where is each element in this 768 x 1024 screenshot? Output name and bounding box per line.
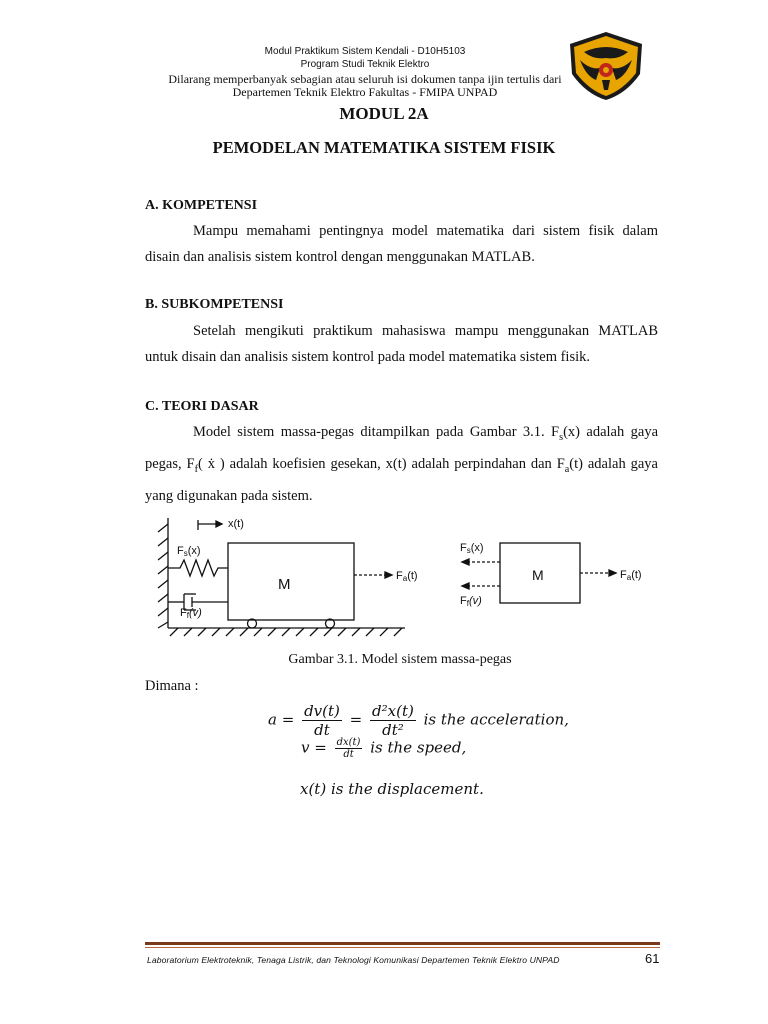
eq2-den: dt — [343, 749, 354, 760]
label-fs-left-f: F — [177, 545, 184, 557]
module-title: MODUL 2A — [339, 104, 429, 123]
header-copyright-line: Dilarang memperbanyak sebagian atau seluruh isi dokumen tanpa ijin tertulis dari — [168, 72, 562, 86]
xt-arrowhead — [216, 521, 222, 527]
label-ff-right-arg: (v) — [468, 595, 482, 607]
c-text-part4: (t) adalah gaya yang digunakan pada sistem. — [145, 455, 658, 504]
eq2-num: dx(t) — [336, 737, 361, 748]
eq1-fraction-1 — [302, 702, 342, 739]
eq2-fraction — [335, 737, 363, 760]
dimana-label: Dimana : — [145, 678, 199, 694]
label-fs-right-f: F — [460, 542, 467, 554]
label-fa-right-sub: a — [626, 573, 632, 582]
label-xt: x(t) — [228, 518, 244, 530]
label-fs-right-arg: (x) — [470, 542, 484, 554]
fa-arrowhead-right — [609, 570, 616, 576]
section-c-heading: C. TEORI DASAR — [145, 399, 259, 414]
label-ff-left-sub: f — [186, 611, 189, 620]
mass-spring-figure — [150, 510, 670, 640]
c-text-sub-a: a — [564, 463, 570, 475]
module-topic: PEMODELAN MATEMATIKA SISTEM FISIK — [212, 138, 556, 157]
mass-block — [228, 543, 354, 620]
label-fa-left — [396, 570, 418, 583]
unpad-logo — [566, 30, 646, 102]
footer-rule-thin — [145, 947, 660, 948]
label-fs-left-sub: s — [183, 549, 188, 558]
section-a-text: Mampu memahami pentingnya model matematika dari sistem fisik dalam disain dan analisis sistem kontrol dengan menggunakan MATLAB. — [145, 223, 658, 265]
fa-arrowhead-left — [385, 572, 392, 578]
eq2-text: is the speed, — [370, 738, 467, 757]
fs-arrowhead — [462, 559, 469, 565]
eq1-den2: dt² — [382, 721, 404, 739]
label-ff-left-f: F — [180, 607, 187, 619]
eq1-fraction-2 — [370, 702, 416, 739]
equation-acceleration — [268, 702, 569, 739]
section-b-paragraph — [145, 318, 658, 370]
wall-hatching — [158, 524, 168, 628]
label-fa-left-sub: a — [402, 574, 408, 583]
label-fs-left — [177, 545, 201, 558]
eq1-a: a = — [268, 710, 295, 729]
header-course-line: Modul Praktikum Sistem Kendali - D10H5103 — [264, 46, 466, 57]
label-fs-right — [460, 542, 484, 555]
label-fa-left-f: F — [396, 570, 403, 582]
section-b-text: Setelah mengikuti praktikum mahasiswa mampu menggunakan MATLAB untuk disain dan analisis sistem kontrol pada model matematika sistem fisik. — [145, 323, 658, 365]
section-a-heading: A. KOMPETENSI — [145, 198, 258, 213]
spring — [168, 560, 228, 576]
eq1-num2: d²x(t) — [372, 702, 414, 720]
section-c-paragraph — [145, 419, 658, 509]
eq1-equals: = — [349, 710, 363, 729]
label-ff-left-arg: (v) — [188, 607, 202, 619]
label-ff-right-sub: f — [466, 599, 469, 608]
label-mass-right: M — [532, 567, 544, 583]
c-text-sub-s: s — [559, 431, 564, 443]
label-ff-right — [460, 595, 482, 608]
footer-rule-thick — [145, 942, 660, 945]
label-ff-right-f: F — [460, 595, 467, 607]
c-text-part1: Model sistem massa-pegas ditampilkan pada Gambar 3.1. F — [193, 424, 560, 440]
ff-arrowhead — [462, 583, 469, 589]
eq1-text: is the acceleration, — [423, 710, 569, 729]
c-text-part3: ( ẋ ) adalah koefisien gesekan, x(t) adalah perpindahan dan F — [198, 455, 565, 472]
header-program-line: Program Studi Teknik Elektro — [300, 59, 430, 70]
label-fs-left-arg: (x) — [187, 545, 201, 557]
header-department-line: Departemen Teknik Elektro Fakultas - FMIPA UNPAD — [232, 85, 498, 99]
label-ff-left — [180, 607, 202, 620]
footer-lab-name: Laboratorium Elektroteknik, Tenaga Listrik, dan Teknologi Komunikasi Departemen Teknik Elektro UNPAD — [147, 955, 560, 965]
section-c-text — [145, 419, 658, 509]
eq2-v: v = — [301, 738, 327, 757]
floor-hatching — [170, 628, 402, 636]
eq1-num1: dv(t) — [304, 702, 340, 720]
section-a-paragraph — [145, 218, 658, 270]
section-b-heading: B. SUBKOMPETENSI — [145, 297, 284, 312]
page-number: 61 — [645, 951, 660, 966]
equation-speed — [301, 737, 466, 760]
label-fa-right-arg: (t) — [631, 569, 642, 581]
label-fa-left-arg: (t) — [407, 570, 418, 582]
eq1-den1: dt — [314, 721, 330, 739]
label-mass-left: M — [278, 576, 291, 593]
figure-caption: Gambar 3.1. Model sistem massa-pegas — [288, 652, 512, 667]
equation-displacement: x(t) is the displacement. — [300, 780, 484, 798]
label-fs-right-sub: s — [466, 546, 471, 555]
label-fa-right — [620, 569, 642, 582]
c-text-part2: (x) adalah gaya pegas, F — [145, 424, 659, 472]
c-text-sub-f: f — [194, 463, 198, 475]
label-fa-right-f: F — [620, 569, 627, 581]
